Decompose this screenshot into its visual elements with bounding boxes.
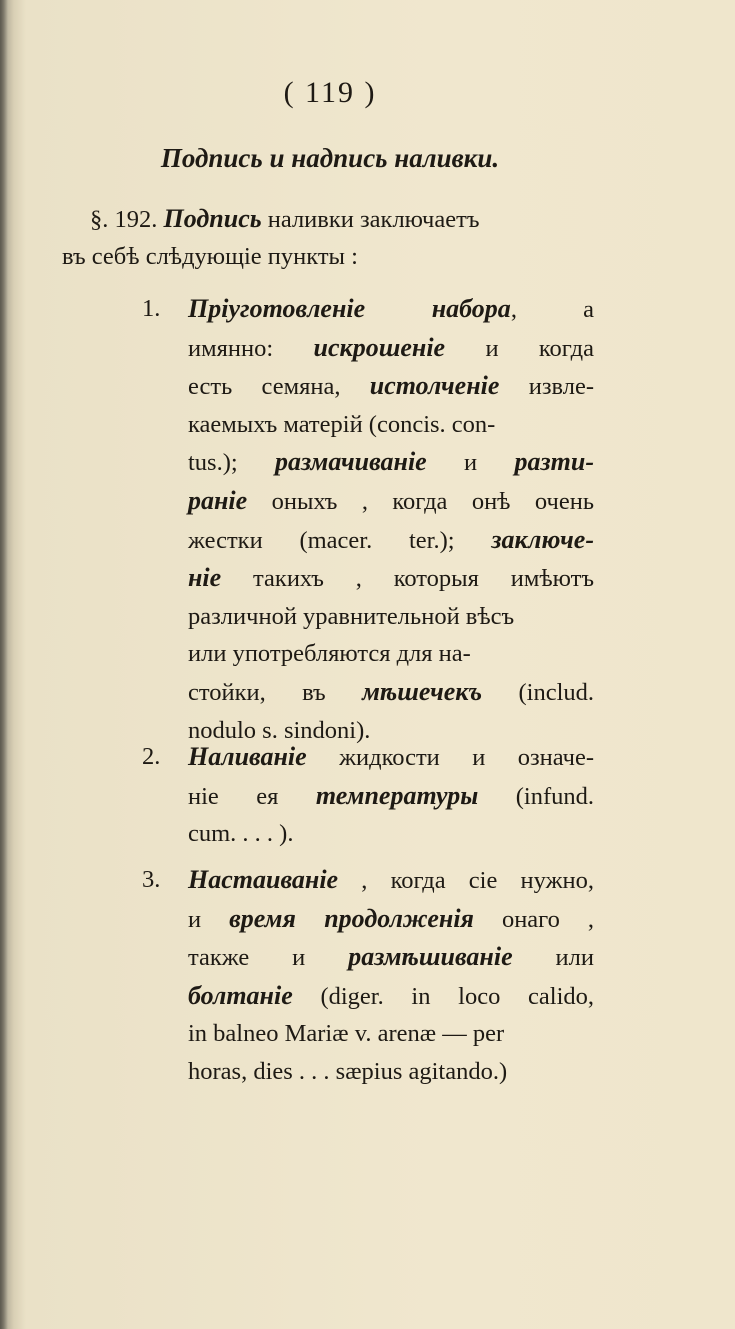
list-item-body [188,861,594,1091]
text-segment: такихъ , которыя имѣютъ [221,565,594,593]
text-line [188,777,594,816]
text-line [188,329,594,368]
text-line [188,635,594,673]
emphasis-text: Настаиваніе [188,865,339,894]
text-line [188,861,594,900]
text-segment: (includ. [482,678,594,706]
text-line [188,598,594,636]
text-segment: извле- [499,373,595,401]
emphasis-text: разти- [514,447,594,477]
text-segment: in balneo Mariæ v. arenæ — per [188,1020,505,1048]
text-line [188,482,594,521]
text-segment: (diger. in loco calido, [292,982,594,1010]
section-heading: Подпись и надпись наливки. [160,143,500,173]
text-line [188,367,594,406]
text-segment: , когда сіе нужно, [338,867,594,894]
text-line [188,673,594,712]
text-segment: есть семяна, [188,373,370,401]
text-segment: , а [510,296,595,323]
text-line [188,443,594,482]
intro-line-1 [62,200,602,238]
emphasis-text: время продолженія [229,903,474,933]
text-line [188,290,594,329]
text-line [188,738,594,777]
emphasis-text: раніе [188,485,248,515]
emphasis-text: ніе [188,563,222,593]
list-item-body [188,290,594,749]
text-segment: оныхъ , когда онѣ очень [247,487,594,515]
text-segment: или [512,944,594,972]
text-line [188,559,594,598]
emphasis-text: заключе- [491,524,594,554]
text-line [188,406,594,444]
text-line [188,815,594,853]
text-segment: жидкости и означе- [306,744,594,771]
section-number: §. 192. [90,206,158,233]
text-line [188,900,594,939]
spine-shadow [0,0,8,1329]
text-segment: (infund. [478,782,594,810]
emphasis-text: болтаніе [188,980,293,1010]
emphasis-text: истолченіе [369,371,500,401]
text-segment: nodulo s. sindoni). [188,716,371,744]
text-segment: различной уравнительной вѣсъ [188,602,515,630]
intro-line-1-rest: наливки заключаетъ [267,206,480,233]
text-line [188,977,594,1016]
text-segment: также и [188,944,349,972]
emphasis-text: размѣшиваніе [348,942,513,972]
emphasis-text: Наливаніе [188,742,307,771]
text-segment: стойки, въ [188,678,363,706]
page-number: ( 119 ) [283,76,377,109]
text-line [188,521,594,560]
list-item-number: 1. [142,295,161,322]
list-item-body [188,738,594,853]
text-segment: tus.); [188,449,276,477]
intro-term: Подпись [163,204,262,233]
emphasis-text: размачиваніе [275,447,427,477]
intro-line-2: въ себѣ слѣдующіе пункты : [62,243,358,270]
text-segment: онаго , [473,905,594,933]
text-segment: или употребляются для на- [188,640,471,668]
emphasis-text: температуры [315,780,479,810]
emphasis-text: искрошеніе [313,332,446,362]
text-segment: и [426,449,515,477]
text-segment: жестки (macer. ter.); [188,526,492,554]
text-line [188,1015,594,1053]
text-segment: каемыхъ матерій (concis. con- [188,410,496,438]
text-segment: cum. . . . ). [188,820,294,848]
text-segment: и [188,905,230,933]
text-segment: ніе ея [188,782,316,810]
text-line [188,1053,594,1091]
list-item-number: 2. [142,743,161,770]
intro-paragraph [62,200,602,275]
emphasis-text: мѣшечекъ [362,676,483,706]
text-segment: и когда [445,334,594,362]
emphasis-text: Пріуготовленіе набора [188,294,511,323]
text-segment: horas, dies . . . sæpius agitando.) [188,1057,508,1085]
text-line [188,938,594,977]
list-item-number: 3. [142,866,161,893]
text-segment: имянно: [188,334,314,362]
